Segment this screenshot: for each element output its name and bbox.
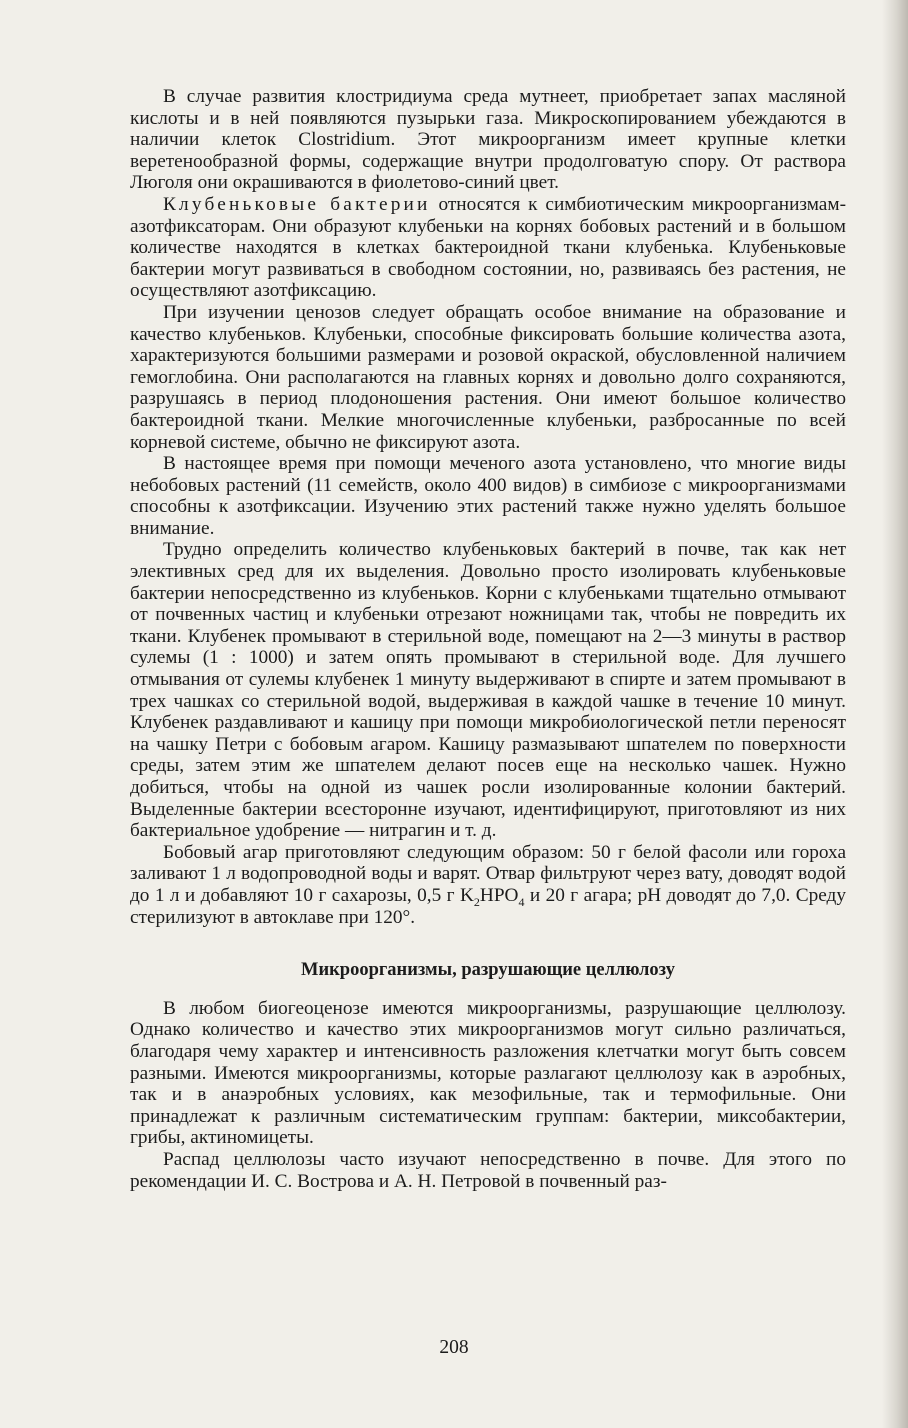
paragraph-bean-agar: [130, 842, 846, 928]
agar-text-1: Бобовый агар приготовляют следующим образом: 50 г белой фасоли или гороха заливают 1 л водопроводной воды и варят. Отвар фильтруют через вату, доводят водой до 1 л и добавляют 10 г сахарозы, 0,5 г K: [130, 841, 846, 906]
section-heading: Микроорганизмы, разрушающие целлюлозу: [301, 960, 675, 981]
paragraph-biogeocenosis: В любом биогеоценозе имеются микроорганизмы, разрушающие целлюлозу. Однако количество и качество этих микроорганизмов могут сильно различаться, благодаря чему характер и интенсивность разложения клетчатки могут быть совсем разными. Имеются микроорганизмы, которые разлагают целлюлозу как в аэробных, так и в анаэробных условиях, как мезофильные, так и термофильные. Они принадлежат к различным систематическим группам: бактерии, миксобактерии, грибы, актиномицеты.: [130, 997, 846, 1149]
agar-text-3: и 20 г агара; pH доводят до 7,0. Среду стерилизуют в автоклаве при 120°.: [130, 884, 847, 928]
paragraph-cellulose-decay: Распад целлюлозы часто изучают непосредственно в почве. Для этого по рекомендации И. С. Вострова и А. Н. Петровой в почвенный раз-: [130, 1148, 846, 1192]
paragraph-isolation: Трудно определить количество клубеньковых бактерий в почве, так как нет элективных сред для их выделения. Довольно просто изолировать клубеньковые бактерии непосредственно из клубеньков. Корни с клубеньками тщательно отмывают от почвенных частиц и клубеньки отрезают ножницами так, чтобы не повредить их ткани. Клубенек промывают в стерильной воде, помещают на 2—3 минуты в раствор сулемы (1 : 1000) и затем опять промывают в стерильной воде. Для лучшего отмывания от сулемы клубенек 1 минуту выдерживают в спирте и затем промывают в трех чашках со стерильной водой, выдерживая в каждой чашке в течение 10 минут. Клубенек раздавливают и кашицу при помощи микробиологической петли переносят на чашку Петри с бобовым агаром. Кашицу размазывают шпателем по поверхности среды, затем этим же шпателем делают посев еще на несколько чашек. Нужно добиться, чтобы на одной из чашек росли изолированные колонии бактерий. Выделенные бактерии всесторонне изучают, идентифицируют, приготовляют из них бактериальное удобрение — нитрагин и т. д.: [130, 539, 846, 842]
paragraph-cenoses: При изучении ценозов следует обращать особое внимание на образование и качество клубеньков. Клубеньки, способные фиксировать большие количества азота, характеризуются большими размерами и розовой окраской, обусловленной наличием гемоглобина. Они располагаются на главных корнях и довольно долго сохраняются, разрушаясь в период плодоношения растения. Они имеют большое количество бактероидной ткани. Мелкие многочисленные клубеньки, разбросанные по всей корневой системе, обычно не фиксируют азота.: [130, 301, 846, 453]
agar-text-2: HPO: [479, 884, 519, 906]
term-nodule-bacteria: Клубеньковые бактерии: [163, 193, 431, 215]
page-number: 208: [439, 1337, 469, 1358]
agar-sub-1: 2: [473, 894, 480, 909]
agar-sub-2: 4: [518, 894, 525, 909]
paragraph-nodule-bacteria: [130, 194, 846, 302]
paragraph-labeled-nitrogen: В настоящее время при помощи меченого азота установлено, что многие виды небобовых растений (11 семейств, около 400 видов) в симбиозе с микроорганизмами способны к азотфиксации. Изучению этих растений также нужно уделять большое внимание.: [130, 453, 846, 539]
page-body: [130, 86, 846, 1192]
paragraph-nodule-bacteria-text: относятся к симбиотическим микроорганизмам-азотфиксаторам. Они образуют клубеньки на корнях бобовых растений и в большом количестве находятся в клетках бактероидной ткани клубенька. Клубеньковые бактерии могут развиваться в свободном состоянии, но, развиваясь без растения, не осуществляют азотфиксацию.: [130, 193, 846, 302]
paragraph-clostridium: В случае развития клостридиума среда мутнеет, приобретает запах масляной кислоты и в ней появляются пузырьки газа. Микроскопированием убеждаются в наличии клеток Clostridium. Этот микроорганизм имеет крупные клетки веретенообразной формы, содержащие внутри продолговатую спору. От раствора Люголя они окрашиваются в фиолетово-синий цвет.: [130, 86, 846, 194]
page-edge-shadow: [882, 0, 908, 1428]
